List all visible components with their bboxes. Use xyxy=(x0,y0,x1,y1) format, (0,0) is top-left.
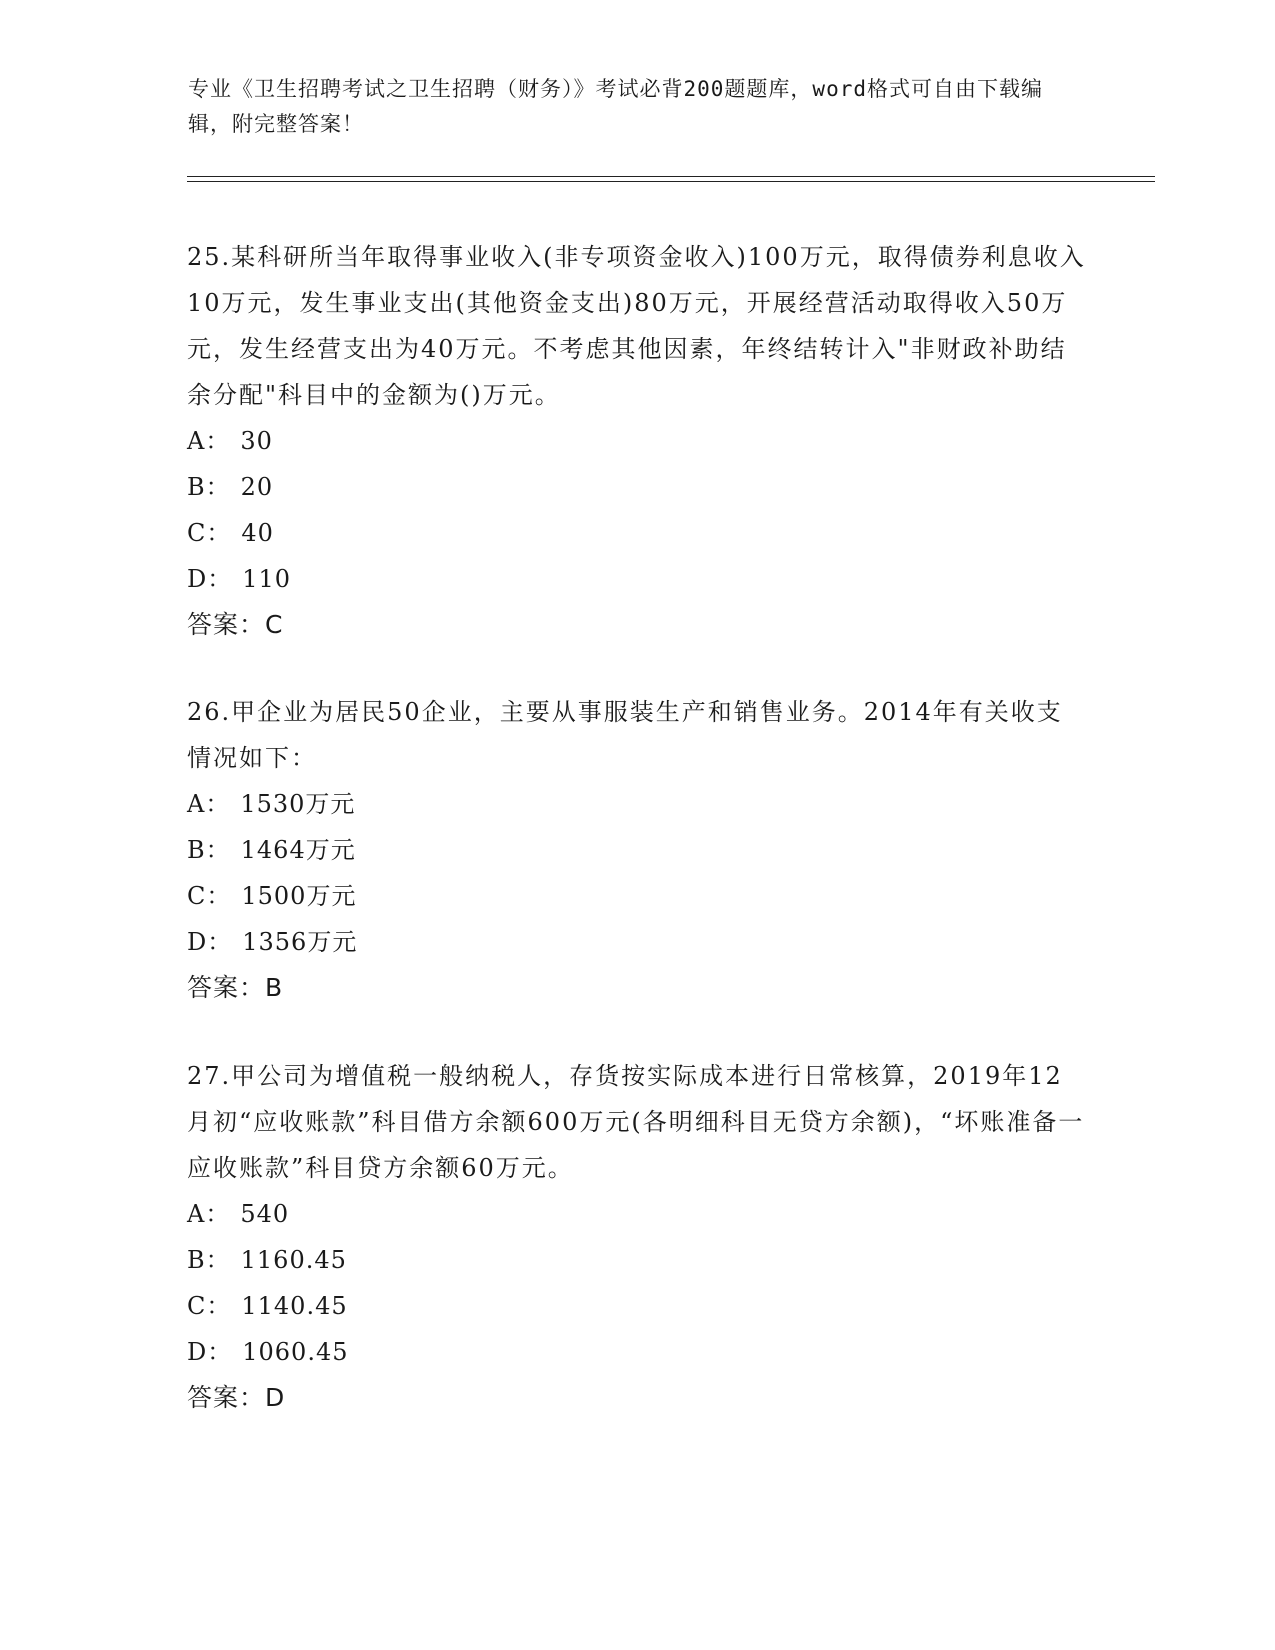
option-value: 1500万元 xyxy=(241,882,357,910)
option-c xyxy=(187,510,1087,556)
option-value: 40 xyxy=(241,519,274,547)
question-stem: 25.某科研所当年取得事业收入(非专项资金收入)100万元，取得债券利息收入10万元，发生事业支出(其他资金支出)80万元，开展经营活动取得收入50万元，发生经营支出为40万元。不考虑其他因素，年终结转计入"非财政补助结余分配"科目中的金额为()万元。 xyxy=(187,243,1086,409)
option-value: 1356万元 xyxy=(242,928,358,956)
document-header-text: 专业《卫生招聘考试之卫生招聘（财务）》考试必背200题题库，word格式可自由下载编辑，附完整答案！ xyxy=(188,77,1043,136)
option-label: D： xyxy=(187,928,233,956)
option-value: 1060.45 xyxy=(242,1338,349,1366)
option-value: 110 xyxy=(242,565,292,593)
option-value: 1140.45 xyxy=(241,1292,348,1320)
option-value: 1464万元 xyxy=(240,836,356,864)
option-value: 1530万元 xyxy=(240,790,356,818)
option-d xyxy=(187,919,1087,965)
option-b xyxy=(187,1237,1087,1283)
question-stem: 26.甲企业为居民50企业，主要从事服装生产和销售业务。2014年有关收支情况如下： xyxy=(187,698,1063,772)
option-value: 20 xyxy=(240,473,274,501)
option-label: C： xyxy=(187,1292,232,1320)
option-label: A： xyxy=(187,790,231,818)
answer-line: 答案：D xyxy=(187,1383,286,1412)
answer-line: 答案：C xyxy=(187,610,284,639)
option-label: B： xyxy=(187,836,231,864)
option-a xyxy=(187,418,1087,464)
option-c xyxy=(187,873,1087,919)
option-b xyxy=(187,827,1087,873)
option-label: D： xyxy=(187,565,233,593)
option-d xyxy=(187,556,1087,602)
question-block xyxy=(187,1053,1087,1421)
option-a xyxy=(187,781,1087,827)
option-label: A： xyxy=(187,1200,231,1228)
option-label: A： xyxy=(187,427,231,455)
question-block xyxy=(187,689,1087,1011)
header-double-rule xyxy=(187,176,1155,182)
question-block xyxy=(187,234,1087,648)
option-a xyxy=(187,1191,1087,1237)
option-value: 540 xyxy=(240,1200,290,1228)
option-d xyxy=(187,1329,1087,1375)
option-c xyxy=(187,1283,1087,1329)
option-label: D： xyxy=(187,1338,233,1366)
option-label: C： xyxy=(187,519,232,547)
option-value: 1160.45 xyxy=(240,1246,347,1274)
question-stem: 27.甲公司为增值税一般纳税人，存货按实际成本进行日常核算，2019年12月初“应收账款”科目借方余额600万元(各明细科目无贷方余额)，“坏账准备一应收账款”科目贷方余额60万元。 xyxy=(187,1062,1085,1182)
option-b xyxy=(187,464,1087,510)
option-value: 30 xyxy=(240,427,273,455)
option-label: C： xyxy=(187,882,232,910)
option-label: B： xyxy=(187,473,231,501)
option-label: B： xyxy=(187,1246,231,1274)
answer-line: 答案：B xyxy=(187,973,284,1002)
